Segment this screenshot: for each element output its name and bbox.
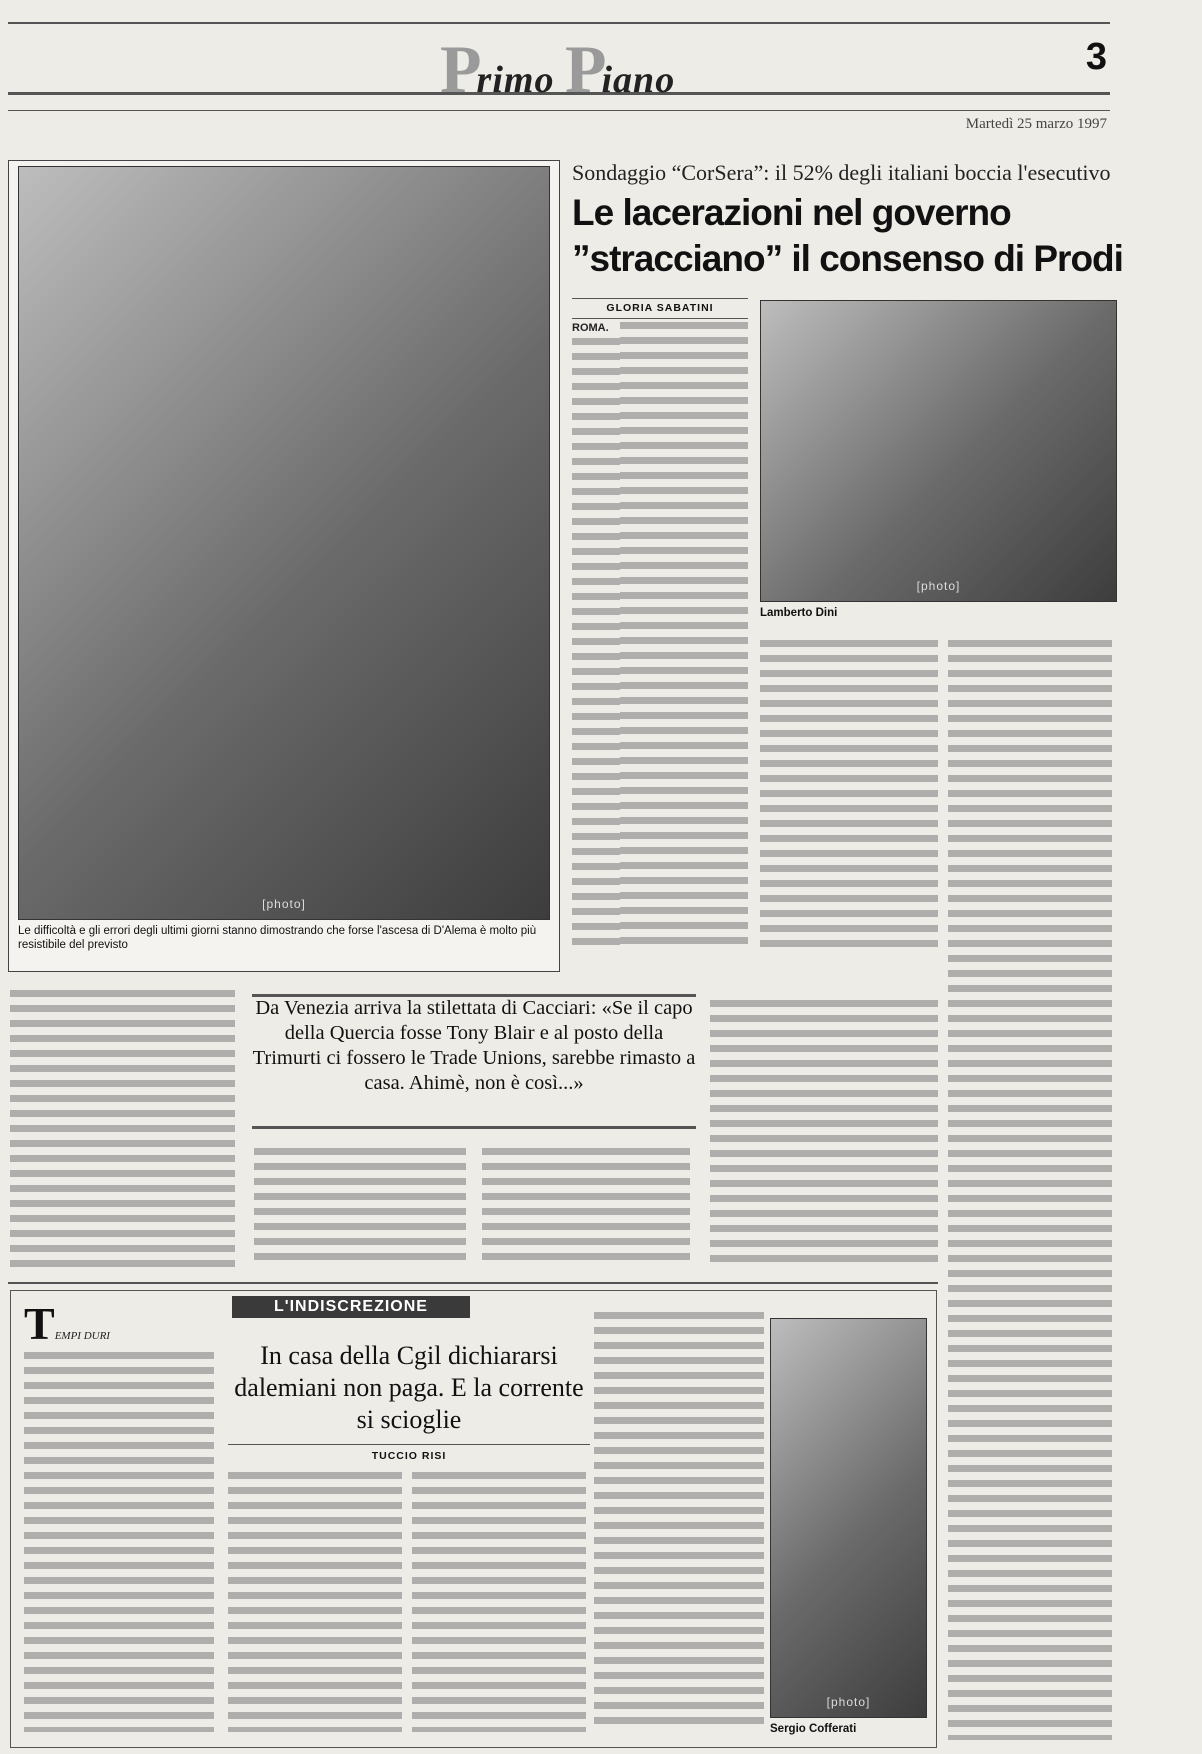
issue-date: Martedì 25 marzo 1997 [965,116,1107,132]
byline-rule-top [572,298,748,299]
article-text-column-lower-1 [10,990,235,1268]
photo-caption-left: Le difficoltà e gli errori degli ultimi giorni stanno dimostrando che forse l'ascesa di D'Alema è molto più resistibile del previsto [18,925,537,951]
article-headline: Le lacerazioni nel governo ”stracciano” il consenso di Prodi [572,192,1123,279]
page-number: 3 [1085,36,1107,78]
photo-lamberto-dini: [photo] [760,300,1117,602]
portrait-photo-dalema: [photo] [18,166,550,920]
indiscrezione-byline-rule [228,1444,590,1445]
article-text-column-1b [572,338,620,946]
dateline: ROMA. [572,322,609,334]
indiscrezione-lead: TEMPI DURI [24,1298,110,1349]
top-rule [8,22,1110,24]
byline-rule-bottom [572,318,748,319]
indiscrezione-text-col-4 [594,1312,764,1732]
article-text-column-lower-2 [254,1148,466,1268]
section-separator [8,1282,938,1284]
date-rule [8,110,1110,111]
section-masthead: Primo Piano [440,31,676,107]
article-text-column-lower-4 [710,1000,938,1268]
indiscrezione-text-col-1 [24,1352,214,1732]
article-text-column-2 [760,640,938,950]
article-kicker: Sondaggio “CorSera”: il 52% degli italiani boccia l'esecutivo [572,160,1111,185]
byline: GLORIA SABATINI [606,302,714,314]
cacciari-quote: Da Venezia arriva la stilettata di Cacciari: «Se il capo della Quercia fosse Tony Blair e al posto della Trimurti ci fossero le Trade Unions, sarebbe rimasto a casa. Ahimè, non è così...» [252,997,696,1094]
indiscrezione-byline: TUCCIO RISI [371,1450,447,1462]
article-text-column-3 [948,640,1112,1740]
indiscrezione-text-col-2 [228,1472,402,1732]
indiscrezione-title: In casa della Cgil dichiararsi dalemiani non paga. E la corrente si scioglie [234,1341,584,1434]
indiscrezione-tag: L'INDISCREZIONE [232,1296,470,1318]
quote-rule-bottom [252,1126,696,1129]
article-text-column-lower-3 [482,1148,690,1268]
article-text-column-1 [620,322,748,946]
photo-caption-cofferati: Sergio Cofferati [770,1723,857,1735]
indiscrezione-text-col-3 [412,1472,586,1732]
photo-caption-dini: Lamberto Dini [760,607,838,619]
photo-sergio-cofferati: [photo] [770,1318,927,1718]
